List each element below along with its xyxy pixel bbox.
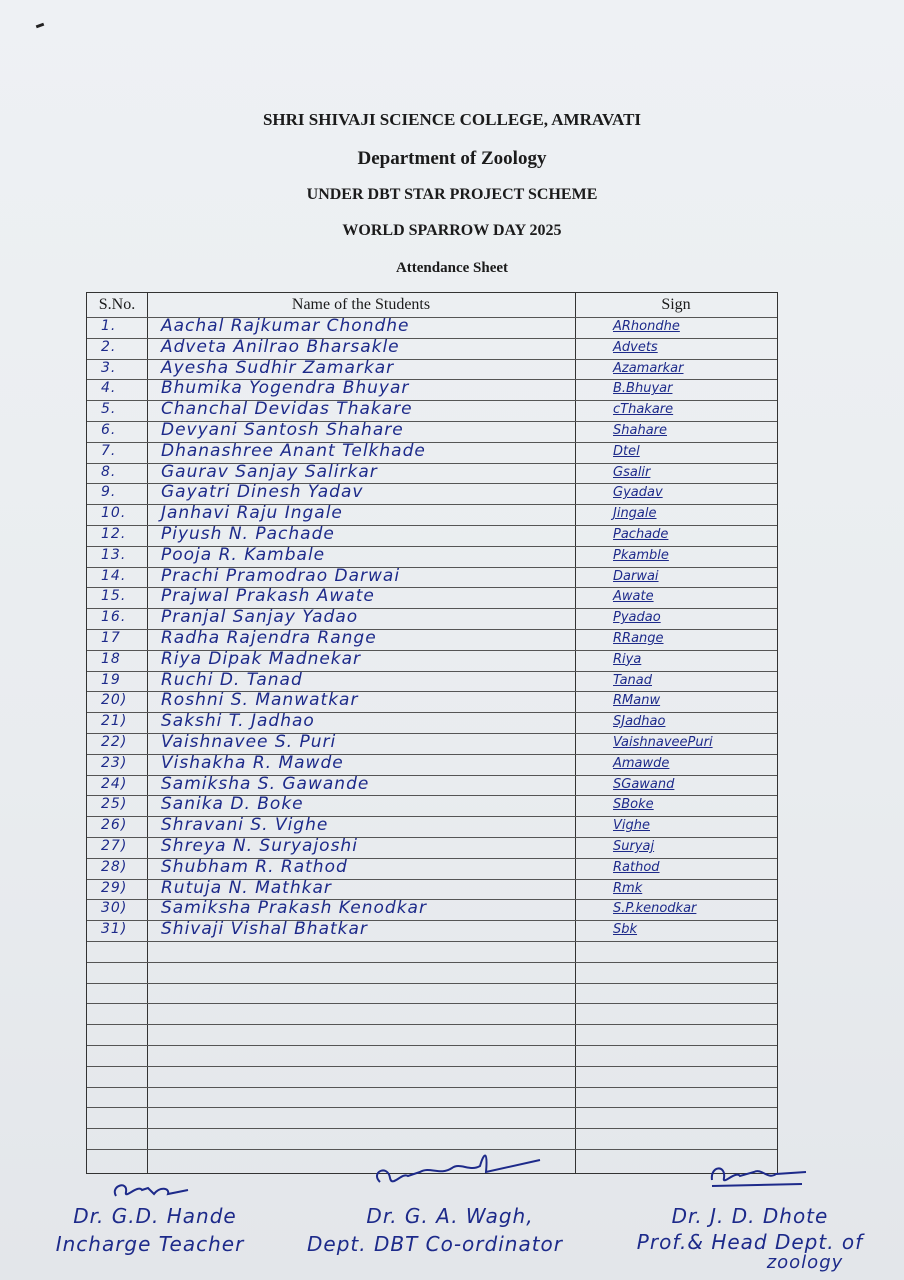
- student-signature: Azamarkar: [613, 360, 684, 376]
- student-name: Shreya N. Suryajoshi: [161, 836, 358, 856]
- student-signature: VaishnaveePuri: [613, 735, 713, 750]
- row-rule: [87, 1128, 777, 1129]
- student-name: Pooja R. Kambale: [161, 544, 326, 565]
- student-signature: Pyadao: [613, 610, 661, 626]
- student-signature: Vighe: [613, 818, 650, 834]
- serial-number: 16.: [101, 609, 127, 626]
- student-name: Shivaji Vishal Bhatkar: [161, 919, 368, 940]
- serial-number: 28): [101, 858, 128, 875]
- footer-center-name: Dr. G. A. Wagh,: [366, 1204, 534, 1228]
- footer-right-dept: zoology: [766, 1252, 844, 1273]
- student-name: Shubham R. Rathod: [161, 856, 348, 877]
- student-name: Shravani S. Vighe: [161, 815, 329, 836]
- student-name: Devyani Santosh Shahare: [161, 420, 404, 440]
- student-signature: RRange: [613, 631, 664, 646]
- serial-number: 7.: [101, 442, 117, 459]
- serial-number: 30): [101, 900, 128, 917]
- column-header-sign: Sign: [661, 296, 691, 313]
- student-name: Vishakha R. Mawde: [161, 752, 344, 773]
- serial-number: 13.: [101, 546, 127, 563]
- student-name: Vaishnavee S. Puri: [161, 732, 337, 752]
- student-name: Bhumika Yogendra Bhuyar: [161, 378, 410, 399]
- serial-number: 17: [101, 630, 121, 646]
- serial-number: 2.: [101, 338, 117, 355]
- department-name: Department of Zoology: [357, 148, 547, 169]
- row-rule: [87, 1045, 777, 1046]
- column-header-name: Name of the Students: [291, 296, 431, 313]
- student-name: Aachal Rajkumar Chondhe: [161, 316, 410, 336]
- student-name: Prajwal Prakash Awate: [161, 586, 375, 607]
- serial-number: 23): [101, 754, 128, 771]
- row-rule: [87, 1003, 777, 1004]
- event-name: WORLD SPARROW DAY 2025: [342, 222, 562, 239]
- student-signature: Awate: [613, 589, 654, 605]
- student-name: Rutuja N. Mathkar: [161, 877, 332, 898]
- student-signature: RManw: [613, 693, 661, 709]
- row-rule: [87, 1087, 777, 1088]
- student-name: Adveta Anilrao Bharsakle: [161, 336, 400, 357]
- student-name: Janhavi Raju Ingale: [161, 503, 343, 524]
- serial-number: 20): [101, 692, 128, 709]
- serial-number: 3.: [101, 359, 117, 376]
- student-signature: Shahare: [613, 423, 668, 438]
- student-name: Sanika D. Boke: [161, 794, 304, 815]
- student-signature: SJadhao: [613, 714, 666, 730]
- student-signature: Rmk: [613, 880, 643, 896]
- student-name: Gayatri Dinesh Yadav: [161, 482, 364, 503]
- serial-number: 9.: [101, 484, 117, 501]
- student-name: Gaurav Sanjay Salirkar: [161, 461, 378, 482]
- student-signature: cThakare: [613, 402, 674, 418]
- student-signature: Gsalir: [613, 464, 651, 480]
- student-name: Roshni S. Manwatkar: [161, 690, 359, 711]
- row-rule: [87, 983, 777, 984]
- student-name: Ruchi D. Tanad: [161, 669, 303, 690]
- serial-number: 27): [101, 838, 128, 854]
- student-signature: SGawand: [613, 776, 675, 792]
- scheme-name: UNDER DBT STAR PROJECT SCHEME: [306, 186, 598, 203]
- student-name: Radha Rajendra Range: [161, 628, 377, 648]
- student-signature: S.P.kenodkar: [613, 901, 697, 917]
- row-rule: [87, 1024, 777, 1025]
- wagh-signature: [360, 1142, 550, 1202]
- student-name: Samiksha Prakash Kenodkar: [161, 898, 427, 919]
- student-signature: Darwai: [613, 568, 659, 584]
- footer-center-role: Dept. DBT Co-ordinator: [306, 1232, 563, 1256]
- student-signature: Tanad: [613, 672, 652, 688]
- student-name: Pranjal Sanjay Yadao: [161, 607, 359, 628]
- footer-left-role: Incharge Teacher: [55, 1232, 245, 1256]
- serial-number: 22): [101, 734, 128, 750]
- student-signature: Sbk: [613, 922, 638, 938]
- serial-number: 12.: [101, 526, 127, 542]
- student-signature: Amawde: [613, 755, 670, 771]
- serial-number: 14.: [101, 567, 127, 584]
- serial-number: 31): [101, 921, 128, 938]
- column-header-sno: S.No.: [98, 296, 136, 313]
- student-signature: Rathod: [613, 859, 660, 875]
- sheet-title: Attendance Sheet: [395, 260, 509, 276]
- college-name: SHRI SHIVAJI SCIENCE COLLEGE, AMRAVATI: [262, 110, 642, 129]
- student-name: Piyush N. Pachade: [161, 524, 335, 544]
- serial-number: 6.: [101, 422, 117, 438]
- student-name: Chanchal Devidas Thakare: [161, 399, 413, 420]
- serial-number: 21): [101, 713, 128, 730]
- student-signature: B.Bhuyar: [613, 381, 673, 397]
- attendance-table: [86, 292, 778, 1174]
- serial-number: 18: [101, 650, 121, 667]
- serial-number: 10.: [101, 505, 127, 522]
- student-signature: ARhondhe: [613, 319, 680, 334]
- dhote-signature: [706, 1158, 816, 1192]
- serial-number: 26): [101, 817, 128, 834]
- row-rule: [87, 962, 777, 963]
- student-signature: Pkamble: [613, 547, 669, 563]
- ink-mark: [36, 23, 45, 29]
- serial-number: 19: [101, 671, 121, 688]
- serial-number: 25): [101, 796, 128, 813]
- student-name: Ayesha Sudhir Zamarkar: [161, 357, 395, 378]
- footer-right-role: Prof.& Head Dept. of: [636, 1230, 864, 1254]
- student-signature: Pachade: [613, 527, 669, 542]
- student-signature: Dtel: [613, 443, 640, 459]
- student-name: Samiksha S. Gawande: [161, 773, 370, 794]
- student-signature: Advets: [613, 339, 658, 355]
- serial-number: 15.: [101, 588, 127, 605]
- serial-number: 4.: [101, 380, 117, 397]
- serial-number: 5.: [101, 401, 117, 418]
- student-signature: SBoke: [613, 797, 654, 813]
- serial-number: 29): [101, 879, 128, 896]
- student-signature: Riya: [613, 651, 642, 667]
- serial-number: 24): [101, 775, 128, 792]
- row-rule: [87, 1066, 777, 1067]
- student-name: Riya Dipak Madnekar: [161, 648, 362, 669]
- student-name: Sakshi T. Jadhao: [161, 711, 315, 732]
- footer-right-name: Dr. J. D. Dhote: [671, 1204, 829, 1228]
- row-rule: [87, 941, 777, 942]
- student-name: Dhanashree Anant Telkhade: [161, 440, 426, 461]
- footer-left-name: Dr. G.D. Hande: [73, 1204, 237, 1228]
- row-rule: [87, 1107, 777, 1108]
- student-signature: Gyadav: [613, 485, 663, 501]
- student-signature: Suryaj: [613, 839, 655, 854]
- hande-signature: [108, 1176, 198, 1206]
- serial-number: 8.: [101, 463, 117, 480]
- serial-number: 1.: [101, 318, 117, 334]
- student-name: Prachi Pramodrao Darwai: [161, 565, 401, 586]
- student-signature: Jingale: [613, 506, 657, 522]
